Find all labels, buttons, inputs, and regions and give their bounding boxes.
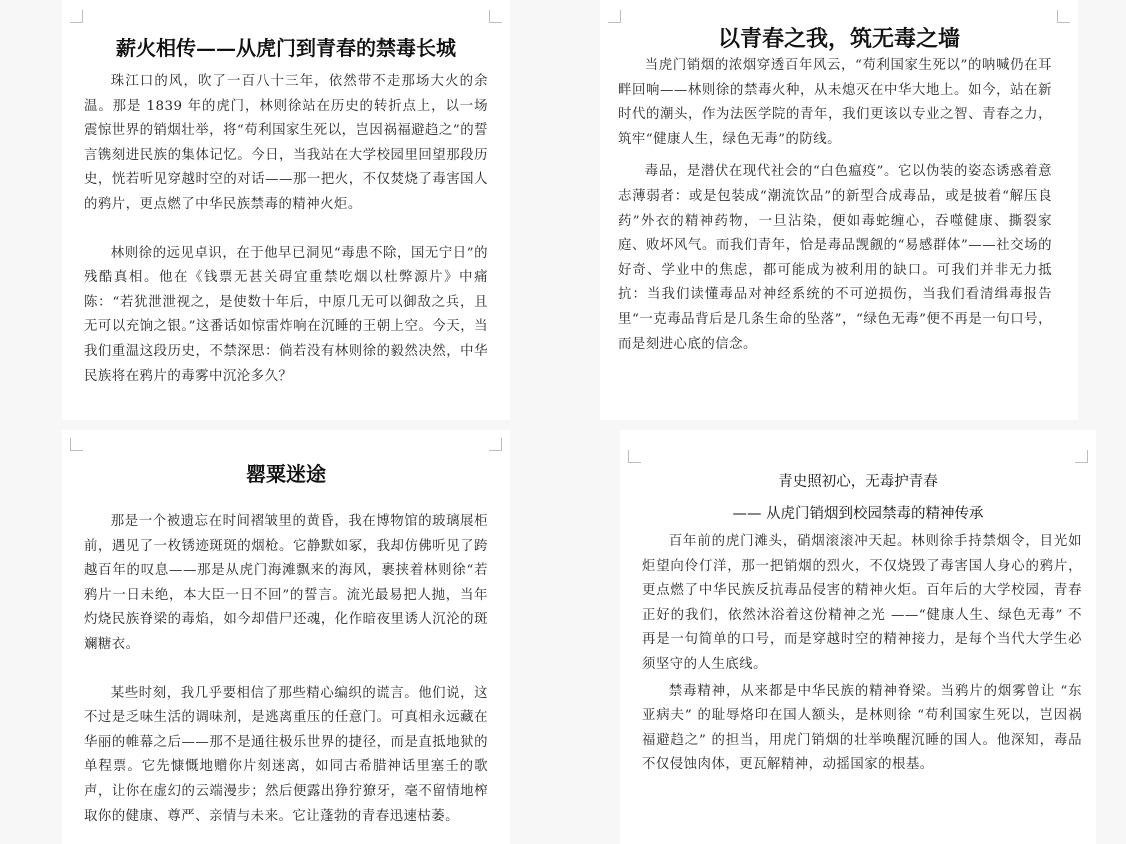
paragraph: 百年前的虎门滩头，硝烟滚滚冲天起。林则徐手持禁烟令，目光如炬望向伶仃洋，那一把销烟的烈火，不仅烧毁了毒害国人身心的鸦片，更点燃了中华民族反抗毒品侵害的精神火炬。百年后的大学校园，青春正好的我们，依然沐浴着这份精神之光 ——“健康人生、绿色无毒” 不再是一句简单的口号，而是穿越时空的精神接力，是每个当代大学生必须坚守的人生底线。 (642, 534, 1082, 672)
paragraph: 某些时刻，我几乎要相信了那些精心编织的谎言。他们说，这不过是乏味生活的调味剂，是逃离重压的任意门。可真相永远藏在华丽的帷幕之后——那不是通往极乐世界的捷径，而是直抵地狱的单程票。它先慷慨地赠你片刻迷离，如同古希腊神话里塞壬的歌声，让你在虚幻的云端漫步；然后便露出狰狞獠牙，毫不留情地榨取你的健康、尊严、亲情与未来。它让蓬勃的青春迅速枯萎。 (84, 685, 488, 824)
document-page-4 (620, 430, 1096, 844)
paragraph: 林则徐的远见卓识，在于他早已洞见“毒患不除，国无宁日”的残酷真相。他在《钱票无甚关碍宜重禁吃烟以杜弊源片》中痛陈：“若犹泄泄视之，是使数十年后，中原几无可以御敌之兵，且无可以充饷之银。”这番话如惊雷炸响在沉睡的王朝上空。今天，当我们重温这段历史，不禁深思：倘若没有林则徐的毅然决然，中华民族将在鸦片的毒雾中沉沦多久？ (84, 245, 488, 384)
page-title: 薪火相传——从虎门到青春的禁毒长城 (116, 36, 456, 60)
page-subtitle: —— 从虎门销烟到校园禁毒的精神传承 (732, 506, 984, 522)
page-title: 罂粟迷途 (246, 462, 326, 486)
page-title: 以青春之我，筑无毒之墙 (717, 26, 960, 52)
page-body (642, 530, 1082, 778)
paragraph: 珠江口的风，吹了一百八十三年，依然带不走那场大火的余温。那是 1839 年的虎门，林则徐站在历史的转折点上，以一场震惊世界的销烟壮举，将“苟利国家生死以，岂因祸福避趋之”的誓言镌刻进民族的集体记忆。今日，当我站在大学校园里回望那段历史，恍若听见穿越时空的对话——那一把火，不仅焚烧了毒害国人的鸦片，更点燃了中华民族禁毒的精神火炬。 (84, 74, 488, 212)
paragraph: 毒品，是潜伏在现代社会的“白色瘟疫”。它以伪装的姿态诱惑着意志薄弱者：或是包装成“潮流饮品”的新型合成毒品，或是披着“解压良药”外衣的精神药物，一旦沾染，便如毒蛇缠心，吞噬健康、撕裂家庭、败坏风气。而我们青年，恰是毒品觊觎的“易感群体”——社交场的好奇、学业中的焦虑，都可能成为被利用的缺口。可我们并非无力抵抗：当我们读懂毒品对神经系统的不可逆损伤，当我们看清缉毒报告里“一克毒品背后是几条生命的坠落”，“绿色无毒”便不再是一句口号，而是刻进心底的信念。 (618, 164, 1052, 352)
paragraph: 那是一个被遗忘在时间褶皱里的黄昏，我在博物馆的玻璃展柜前，遇见了一枚锈迹斑斑的烟枪。它静默如冢，我却仿佛听见了跨越百年的叹息——那是从虎门海滩飘来的海风，裹挟着林则徐“若鸦片一日未绝，本大臣一日不回”的誓言。流光最易把人抛，当年灼烧民族脊梁的毒焰，如今却借尸还魂，化作暗夜里诱人沉沦的斑斓糖衣。 (84, 514, 488, 652)
document-page-3 (62, 430, 510, 844)
document-page-1 (62, 0, 510, 420)
page-title: 青史照初心，无毒护青春 (778, 474, 938, 490)
page-corner-mark (70, 10, 83, 23)
page-corner-mark (1075, 450, 1088, 463)
page-corner-mark (70, 438, 83, 451)
page-corner-mark (489, 10, 502, 23)
paragraph: 当虎门销烟的浓烟穿透百年风云，“苟利国家生死以”的呐喊仍在耳畔回响——林则徐的禁毒火种，从未熄灭在中华大地上。如今，站在新时代的潮头，作为法医学院的青年，我们更该以专业之智、青春之力，筑牢“健康人生，绿色无毒”的防线。 (618, 58, 1052, 147)
page-body (618, 54, 1052, 357)
document-page-2 (600, 0, 1078, 420)
page-corner-mark (489, 438, 502, 451)
page-corner-mark (628, 450, 641, 463)
page-body (84, 510, 488, 829)
page-body (84, 70, 488, 389)
paragraph: 禁毒精神，从来都是中华民族的精神脊梁。当鸦片的烟雾曾让 “东亚病夫” 的耻辱烙印在国人额头，是林则徐 “苟利国家生死以，岂因祸福避趋之” 的担当，用虎门销烟的壮举唤醒沉睡的国人。他深知，毒品不仅侵蚀肉体，更瓦解精神，动摇国家的根基。 (642, 683, 1082, 773)
